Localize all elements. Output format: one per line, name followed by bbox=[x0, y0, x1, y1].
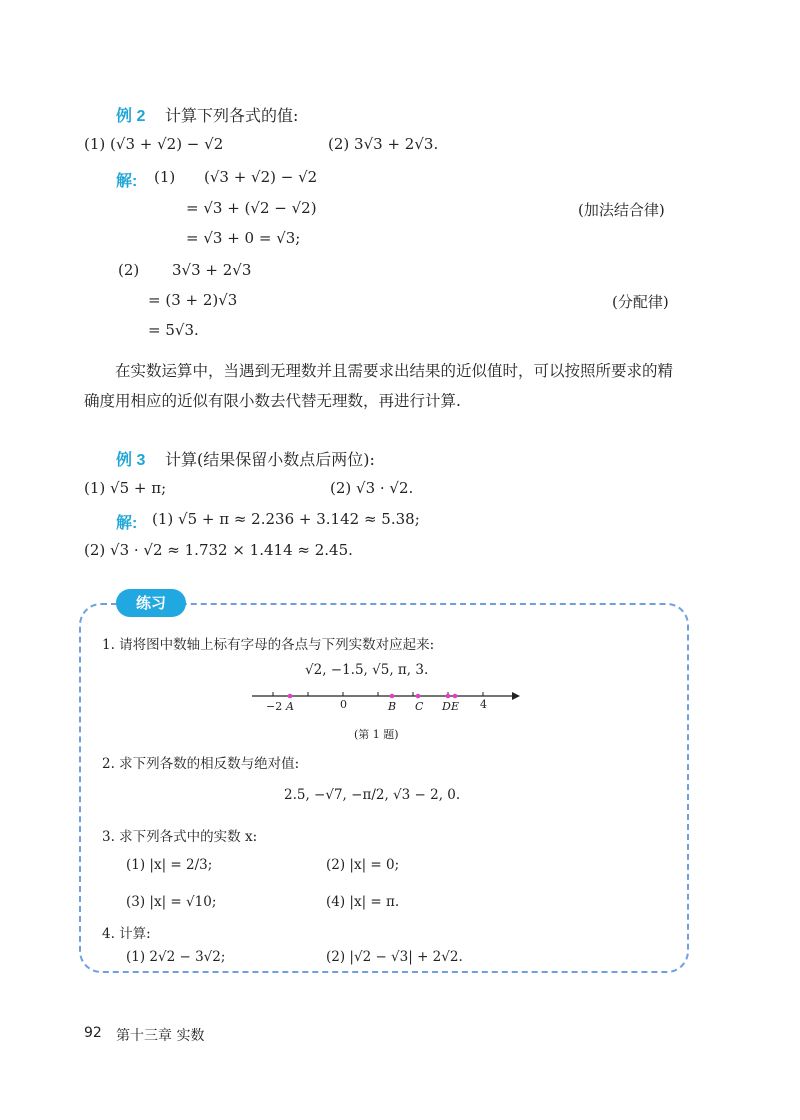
point-label-b: B bbox=[388, 700, 397, 713]
example3-question2: (2) √3 · √2. bbox=[330, 479, 414, 497]
example3-solution2: (2) √3 · √2 ≈ 1.732 × 1.414 ≈ 2.45. bbox=[84, 541, 353, 559]
exercise4-item2: (2) |√2 − √3| + 2√2. bbox=[326, 949, 463, 965]
example2-s1-line1: (√3 + √2) − √2 bbox=[204, 168, 318, 186]
example2-s1-label: (1) bbox=[154, 168, 176, 186]
example2-question1: (1) (√3 + √2) − √2 bbox=[84, 135, 224, 153]
exercise3-text: 3. 求下列各式中的实数 x: bbox=[102, 829, 258, 845]
example2-s1-note: (加法结合律) bbox=[578, 201, 665, 219]
exercise1-text: 1. 请将图中数轴上标有字母的各点与下列实数对应起来: bbox=[102, 637, 435, 653]
numberline-caption: (第 1 题) bbox=[354, 728, 399, 741]
explanation-paragraph: 在实数运算中，当遇到无理数并且需要求出结果的近似值时，可以按照所要求的精确度用相应的近似有限小数去代替无理数，再进行计算. bbox=[84, 362, 674, 410]
exercise1-values: √2, −1.5, √5, π, 3. bbox=[305, 662, 429, 678]
exercise3-item1: (1) |x| = 2/3; bbox=[126, 857, 213, 873]
example2-label: 例 2 bbox=[116, 108, 146, 125]
example2-question2: (2) 3√3 + 2√3. bbox=[328, 135, 439, 153]
example2-s1-line2: = √3 + (√2 − √2) bbox=[186, 199, 317, 217]
exercise2-values: 2.5, −√7, −π/2, √3 − 2, 0. bbox=[284, 787, 461, 803]
example3-title: 计算(结果保留小数点后两位): bbox=[165, 450, 375, 469]
practice-tab: 练习 bbox=[116, 589, 186, 617]
example2-s2-line2: = (3 + 2)√3 bbox=[148, 291, 238, 309]
example3-solution-label: 解: bbox=[116, 515, 138, 532]
example2-s1-line3: = √3 + 0 = √3; bbox=[186, 229, 301, 247]
example3-solution1: (1) √5 + π ≈ 2.236 + 3.142 ≈ 5.38; bbox=[152, 510, 420, 528]
example2-solution-label: 解: bbox=[116, 173, 138, 190]
number-line bbox=[250, 686, 520, 714]
example2-s2-line3: = 5√3. bbox=[148, 321, 199, 339]
page-number: 92 bbox=[84, 1025, 102, 1041]
exercise3-item4: (4) |x| = π. bbox=[326, 894, 400, 910]
example3-question1: (1) √5 + π; bbox=[84, 479, 167, 497]
example2-s2-line1: 3√3 + 2√3 bbox=[172, 261, 252, 279]
point-c bbox=[416, 694, 421, 699]
tick-label-4: 4 bbox=[480, 698, 487, 711]
example3-label: 例 3 bbox=[116, 452, 146, 469]
exercise4-item1: (1) 2√2 − 3√2; bbox=[126, 949, 226, 965]
chapter-title: 第十三章 实数 bbox=[116, 1028, 205, 1044]
number-line-arrow bbox=[512, 692, 520, 700]
example2-s2-note: (分配律) bbox=[612, 293, 669, 311]
point-d bbox=[446, 694, 451, 699]
exercise4-text: 4. 计算: bbox=[102, 926, 151, 942]
exercise2-text: 2. 求下列各数的相反数与绝对值: bbox=[102, 756, 300, 772]
example2-s2-label: (2) bbox=[118, 261, 140, 279]
point-label-d: D bbox=[442, 700, 451, 713]
tick-label-0: 0 bbox=[340, 698, 347, 711]
point-label-c: C bbox=[415, 700, 424, 713]
point-e bbox=[453, 694, 458, 699]
example2-title: 计算下列各式的值: bbox=[165, 106, 299, 125]
exercise3-item3: (3) |x| = √10; bbox=[126, 894, 217, 910]
point-a bbox=[288, 694, 293, 699]
point-label-a: A bbox=[286, 700, 294, 713]
point-b bbox=[390, 694, 395, 699]
tick-label-neg2: −2 bbox=[266, 700, 283, 713]
exercise3-item2: (2) |x| = 0; bbox=[326, 857, 400, 873]
point-label-e: E bbox=[451, 700, 460, 713]
